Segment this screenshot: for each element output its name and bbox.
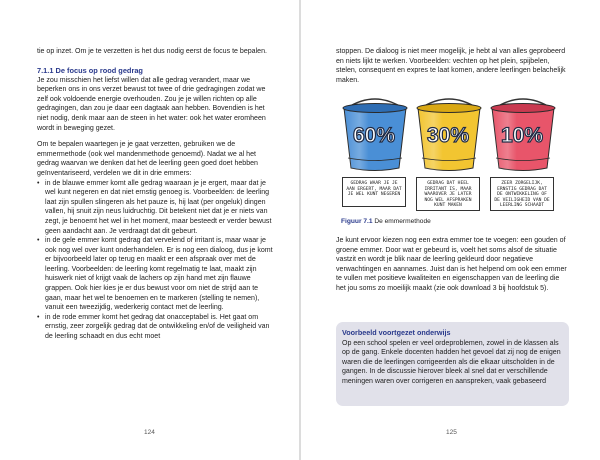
example-box-heading: Voorbeeld voortgezet onderwijs xyxy=(342,328,451,337)
left-intro: tie op inzet. Om je te verzetten is het dus nodig eerst de focus te bepalen. xyxy=(37,48,267,55)
list-item-blue: • in de blauwe emmer komt alle gedrag waaraan je je ergert, maar dat je wel kunt negeren en dat niet ernstig genoeg is. Voorbeelden: de leerling laat zijn spullen slingeren als het pauze is, hij laat (per ongeluk) dingen vallen, hij snuit zijn neus luidruchtig. Dit betekent niet dat je er niets van zegt, je benoemt het wel in het moment, maar besteedt er verder bewust geen aandacht aan. Je verdraagt dat dit gebeurt. xyxy=(37,179,273,237)
page-number-left: 124 xyxy=(144,429,155,436)
figure-caption xyxy=(341,218,431,225)
bucket-yellow-label: GEDRAG DAT HEEL IRRITANT IS, MAAR WAAROVER JE LATER NOG WEL AFSPRAKEN KUNT MAKEN xyxy=(416,177,480,211)
example-box-text: Op een school spelen er veel ordeproblemen, zowel in de klassen als op de gang. Enkele docenten hadden het gevoel dat zij nog de enigen waren die de leerlingen corrigeerden als die elkaar uitscholden in de gangen. In de discussie hierover bleek al snel dat er verschillende meningen waren over corrigeren en aanspreken, vaak gebaseerd xyxy=(342,339,561,385)
list-item-red: • in de rode emmer komt het gedrag dat onacceptabel is. Het gaat om ernstig, zeer zorgelijk gedrag dat de ontwikkeling en/of de veiligheid van de leerling schaadt en dus echt moet xyxy=(37,313,273,342)
bucket-blue-percent: 60% xyxy=(352,124,396,147)
figure-caption-label: Figuur 7.1 xyxy=(341,218,373,225)
list-item-yellow: • in de gele emmer komt gedrag dat vervelend of irritant is, maar waar je ook nog wel over kunt onderhandelen. Er is nog een dialoog, dus je komt er bijvoorbeeld later op terug en maakt er een afspraak over met de leerling. Voorbeelden: de leerling komt regelmatig te laat, maakt zijn huiswerk niet of krijgt vaak de lachers op zijn hand met zijn flauwe grappen. Ook hier kies je er dus bewust voor om niet de strijd aan te gaan, maar het wel te benoemen en te markeren (stelling te nemen), vanuit een tweezijdig, wederkerig contact met de leerling. xyxy=(37,236,273,313)
right-paragraph-1: Je kunt ervoor kiezen nog een extra emmer toe te voegen: een gouden of groene emmer. Door wat er gebeurd is, voelt het soms alsof de situatie vastzit en wordt je blik naar de leerling gekleurd door negatieve verwachtingen en aannames. Juist dan is het helpend om ook een emmer te vullen met positieve kwaliteiten en eigenschappen van de leerling die het jou soms zo moeilijk maakt (zie ook download 3 bij hoofdstuk 5). xyxy=(336,237,567,292)
left-paragraph-2: Om te bepalen waartegen je je gaat verzetten, gebruiken we de emmermethode (ook wel mandenmethode genoemd). Nadat we al het gedrag waarvan we denken dat het de leerling geen goed doet hebben geïnventariseerd, verdelen we dit in drie emmers: xyxy=(37,141,258,177)
bucket-yellow-percent: 30% xyxy=(426,124,470,147)
bucket-red-percent: 10% xyxy=(500,124,544,147)
page-number-right: 125 xyxy=(446,429,457,436)
left-paragraph-1: Je zou misschien het liefst willen dat alle gedrag verandert, maar we beperken ons in ons verzet bewust tot twee of drie gedragingen zodat we zelf ook voldoende energie overhouden. Zou je je willen richten op alle gedragingen, dan zou je daar een dagtaak aan hebben. Bovendien is het niet nodig, denk maar aan de steen in het water: ook het water eromheen wordt in beweging gezet. xyxy=(37,76,266,132)
example-box xyxy=(336,322,569,406)
right-intro: stoppen. De dialoog is niet meer mogelijk, je hebt al van alles geprobeerd en niets lijkt te werken. Voorbeelden: vechten op het plein, spijbelen, stelen, consequent en expres te laat komen, andere leerlingen belachelijk maken. xyxy=(336,48,566,84)
bucket-blue-label: GEDRAG WAAR JE JE AAN ERGERT, MAAR DAT JE WEL KUNT NEGEREN xyxy=(342,177,406,207)
bucket-red-label: ZEER ZORGELIJK, ERNSTIG GEDRAG DAT DE ONTWIKKELING OF DE VEILIGHEID VAN DE LEERLING SCHAADT xyxy=(490,177,554,211)
right-paragraph-block xyxy=(336,236,570,294)
section-heading: 7.1.1 De focus op rood gedrag xyxy=(37,65,143,75)
figure-caption-text: De emmermethode xyxy=(372,218,431,225)
